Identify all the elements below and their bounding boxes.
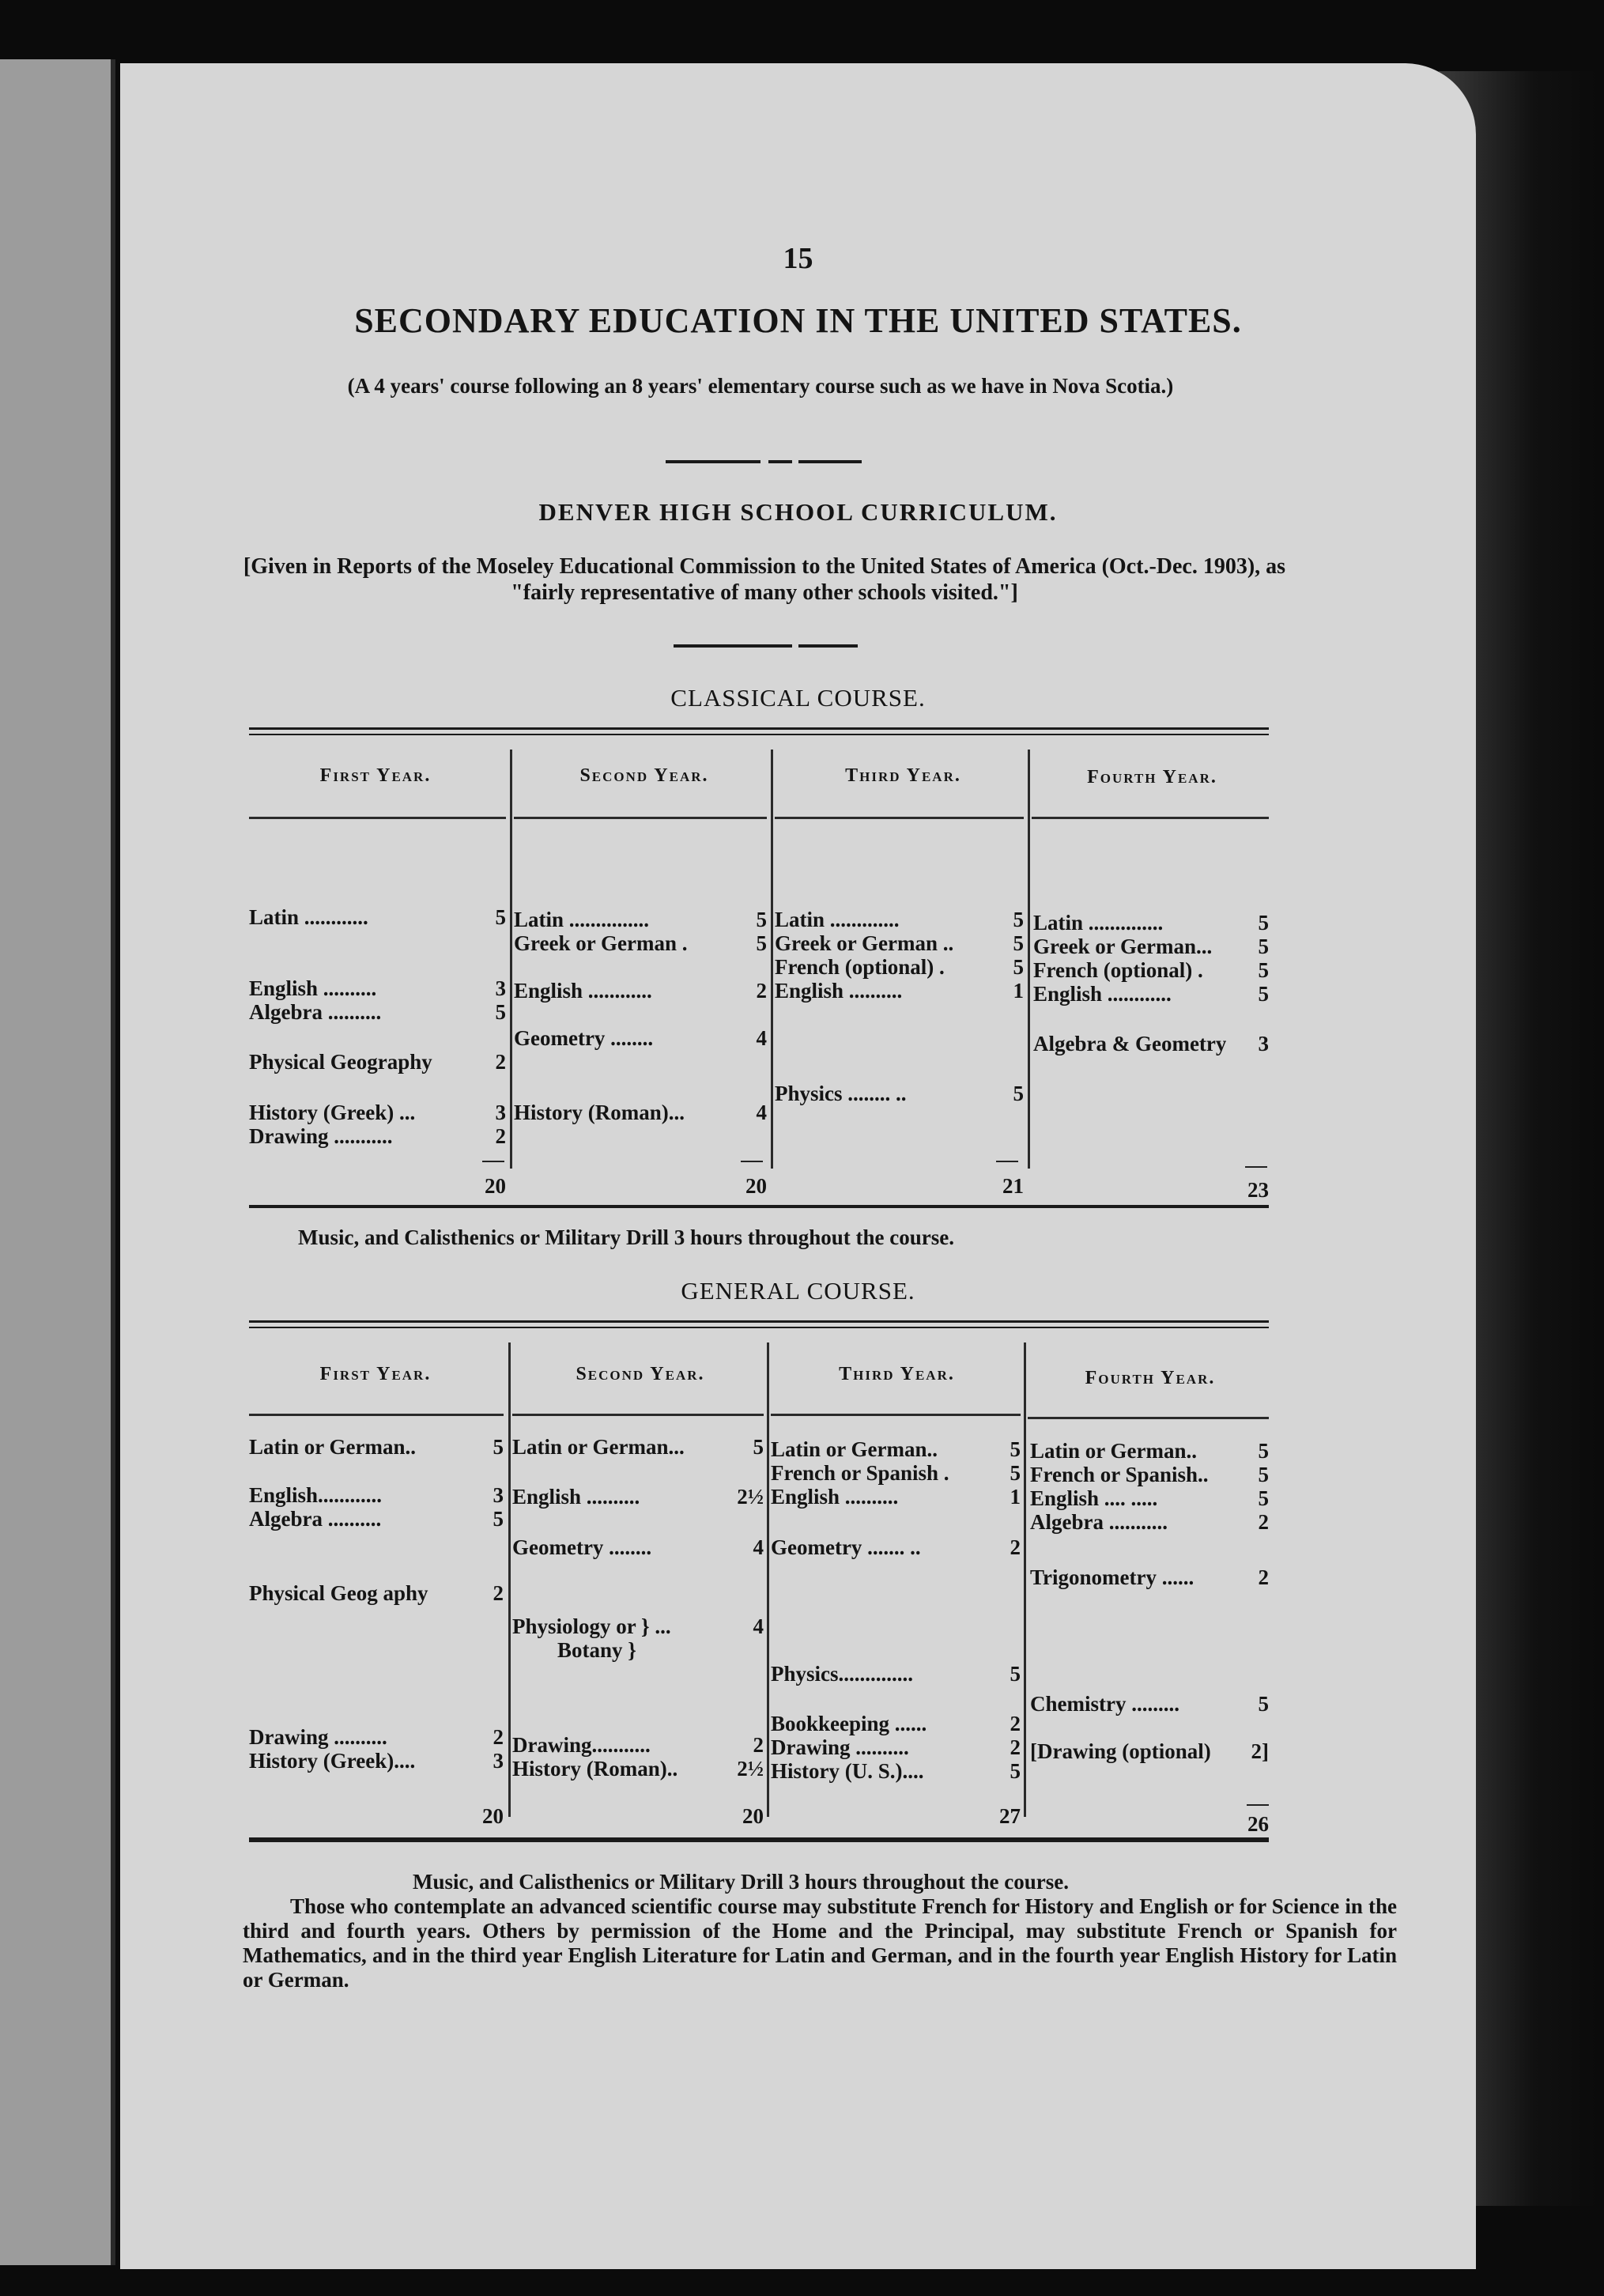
column-heading: Third Year. — [839, 1364, 955, 1384]
list-item: Greek or German .. 5 — [775, 931, 1024, 955]
list-item: French (optional) . 5 — [775, 955, 1024, 979]
general-course-title: GENERAL COURSE. — [681, 1277, 915, 1305]
heading-rule — [771, 1414, 1021, 1416]
heading-rule — [249, 1414, 504, 1416]
page-title: SECONDARY EDUCATION IN THE UNITED STATES. — [354, 301, 1242, 340]
column-divider — [508, 1342, 511, 1817]
list-item: Bookkeeping ...... 2 — [771, 1712, 1021, 1735]
column-total: 23 — [1247, 1178, 1269, 1202]
list-item: Latin ............... 5 — [514, 908, 767, 931]
sum-dash — [741, 1161, 763, 1162]
heading-rule — [1028, 1417, 1269, 1419]
column-total: 26 — [1247, 1812, 1269, 1836]
column-heading: First Year. — [319, 765, 432, 786]
list-item: Geometry ........ 4 — [512, 1535, 764, 1559]
list-item: Physics ........ .. 5 — [775, 1082, 1024, 1105]
column-heading: Second Year. — [576, 1364, 705, 1384]
list-item: Algebra & Geometry 3 — [1033, 1032, 1269, 1055]
list-item: Physical Geography 2 — [249, 1050, 506, 1074]
list-item: Drawing........... 2 — [512, 1733, 764, 1757]
list-item: English ............ 2 — [514, 979, 767, 1003]
list-item: Trigonometry ...... 2 — [1030, 1565, 1269, 1589]
list-item: Drawing .......... 2 — [771, 1735, 1021, 1759]
column-total: 20 — [485, 1174, 506, 1198]
list-item: History (U. S.).... 5 — [771, 1759, 1021, 1783]
column-total: 21 — [1002, 1174, 1024, 1198]
list-item: Latin or German.. 5 — [249, 1435, 504, 1459]
classical-course-note: Music, and Calisthenics or Military Drill 3 hours throughout the course. — [298, 1225, 955, 1249]
school-curriculum-title: DENVER HIGH SCHOOL CURRICULUM. — [538, 498, 1058, 526]
column-divider — [771, 750, 773, 1169]
column-divider — [1028, 750, 1030, 1169]
list-item: Latin or German... 5 — [512, 1435, 764, 1459]
list-item: English .......... 3 — [249, 976, 506, 1000]
list-item: Botany } — [557, 1638, 636, 1662]
column-heading: Second Year. — [579, 765, 709, 786]
list-item: Chemistry ......... 5 — [1030, 1692, 1269, 1716]
classical-course-title: CLASSICAL COURSE. — [670, 684, 926, 712]
column-divider — [1024, 1342, 1026, 1817]
list-item: Algebra ........... 2 — [1030, 1510, 1269, 1534]
list-item: Latin ............ 5 — [249, 905, 506, 929]
column-total: 27 — [999, 1804, 1021, 1828]
list-item: English .... ..... 5 — [1030, 1486, 1269, 1510]
list-item: English ............ 5 — [1033, 982, 1269, 1006]
heading-rule — [512, 1414, 764, 1416]
separator-rule — [674, 644, 792, 648]
list-item: English............ 3 — [249, 1483, 504, 1507]
heading-rule — [775, 817, 1024, 819]
table-top-rule — [249, 727, 1269, 730]
heading-rule — [249, 817, 506, 819]
previous-page-edge — [0, 59, 115, 2265]
column-heading: Fourth Year. — [1087, 767, 1217, 787]
list-item: [Drawing (optional) 2] — [1030, 1739, 1269, 1763]
separator-rule — [666, 460, 760, 463]
column-divider — [510, 750, 512, 1169]
column-total: 20 — [482, 1804, 504, 1828]
list-item: History (Roman)... 4 — [514, 1101, 767, 1124]
substitution-note: Those who contemplate an advanced scientific course may substitute French for History and English or for Science in the third and fourth years. Others by permission of the Home and the Principal, may substitute French or Spanish for Mathematics, and in the third year English Literature for Latin and German, and in the fourth year English History for Latin or German. — [243, 1894, 1397, 1992]
list-item: English .......... 1 — [775, 979, 1024, 1003]
heading-rule — [1032, 817, 1269, 819]
column-divider — [767, 1342, 769, 1817]
table-top-rule — [249, 1320, 1269, 1323]
list-item: French or Spanish . 5 — [771, 1461, 1021, 1485]
sum-dash — [1245, 1166, 1267, 1168]
list-item: History (Roman).. 2½ — [512, 1757, 764, 1781]
list-item: Drawing ........... 2 — [249, 1124, 506, 1148]
sum-dash — [1247, 1804, 1269, 1806]
list-item: Geometry ....... .. 2 — [771, 1535, 1021, 1559]
column-total: 20 — [745, 1174, 767, 1198]
list-item: Greek or German... 5 — [1033, 935, 1269, 958]
page-number: 15 — [783, 242, 813, 275]
list-item: Physics.............. 5 — [771, 1662, 1021, 1686]
general-course-notes — [243, 1870, 1397, 1992]
list-item: History (Greek) ... 3 — [249, 1101, 506, 1124]
subtitle-note: (A 4 years' course following an 8 years' elementary course such as we have in Nova Scotia.) — [347, 374, 1174, 398]
list-item: Greek or German . 5 — [514, 931, 767, 955]
list-item: Latin or German.. 5 — [1030, 1439, 1269, 1463]
document-page — [120, 63, 1476, 2269]
column-heading: Third Year. — [845, 765, 961, 786]
sum-dash — [996, 1161, 1018, 1162]
table-top-rule — [249, 1327, 1269, 1328]
list-item: Algebra .......... 5 — [249, 1507, 504, 1531]
list-item: Algebra .......... 5 — [249, 1000, 506, 1024]
table-top-rule — [249, 734, 1269, 735]
heading-rule — [514, 817, 767, 819]
report-note: [Given in Reports of the Moseley Educational Commission to the United States of America (Oct.-Dec. 1903), as "fairly representative of many other schools visited."] — [243, 554, 1286, 605]
list-item: Latin .............. 5 — [1033, 911, 1269, 935]
list-item: Physiology or } ... 4 — [512, 1614, 764, 1638]
list-item: Physical Geog aphy 2 — [249, 1581, 504, 1605]
list-item: Latin ............. 5 — [775, 908, 1024, 931]
column-heading: Fourth Year. — [1085, 1368, 1216, 1388]
list-item: French (optional) . 5 — [1033, 958, 1269, 982]
table-bottom-rule — [249, 1205, 1269, 1208]
classical-course-table — [249, 727, 1269, 1218]
column-total: 20 — [742, 1804, 764, 1828]
list-item: English .......... 2½ — [512, 1485, 764, 1509]
column-heading: First Year. — [319, 1364, 432, 1384]
list-item: Geometry ........ 4 — [514, 1026, 767, 1050]
list-item: History (Greek).... 3 — [249, 1749, 504, 1773]
general-course-table — [249, 1320, 1269, 1858]
list-item: Latin or German.. 5 — [771, 1437, 1021, 1461]
table-bottom-rule — [249, 1837, 1269, 1842]
sum-dash — [482, 1161, 504, 1162]
list-item: English .......... 1 — [771, 1485, 1021, 1509]
general-course-note: Music, and Calisthenics or Military Drill 3 hours throughout the course. — [413, 1870, 1070, 1894]
separator-rule — [768, 460, 792, 463]
list-item: French or Spanish.. 5 — [1030, 1463, 1269, 1486]
list-item: Drawing .......... 2 — [249, 1725, 504, 1749]
separator-rule — [798, 460, 862, 463]
separator-rule — [798, 644, 858, 648]
